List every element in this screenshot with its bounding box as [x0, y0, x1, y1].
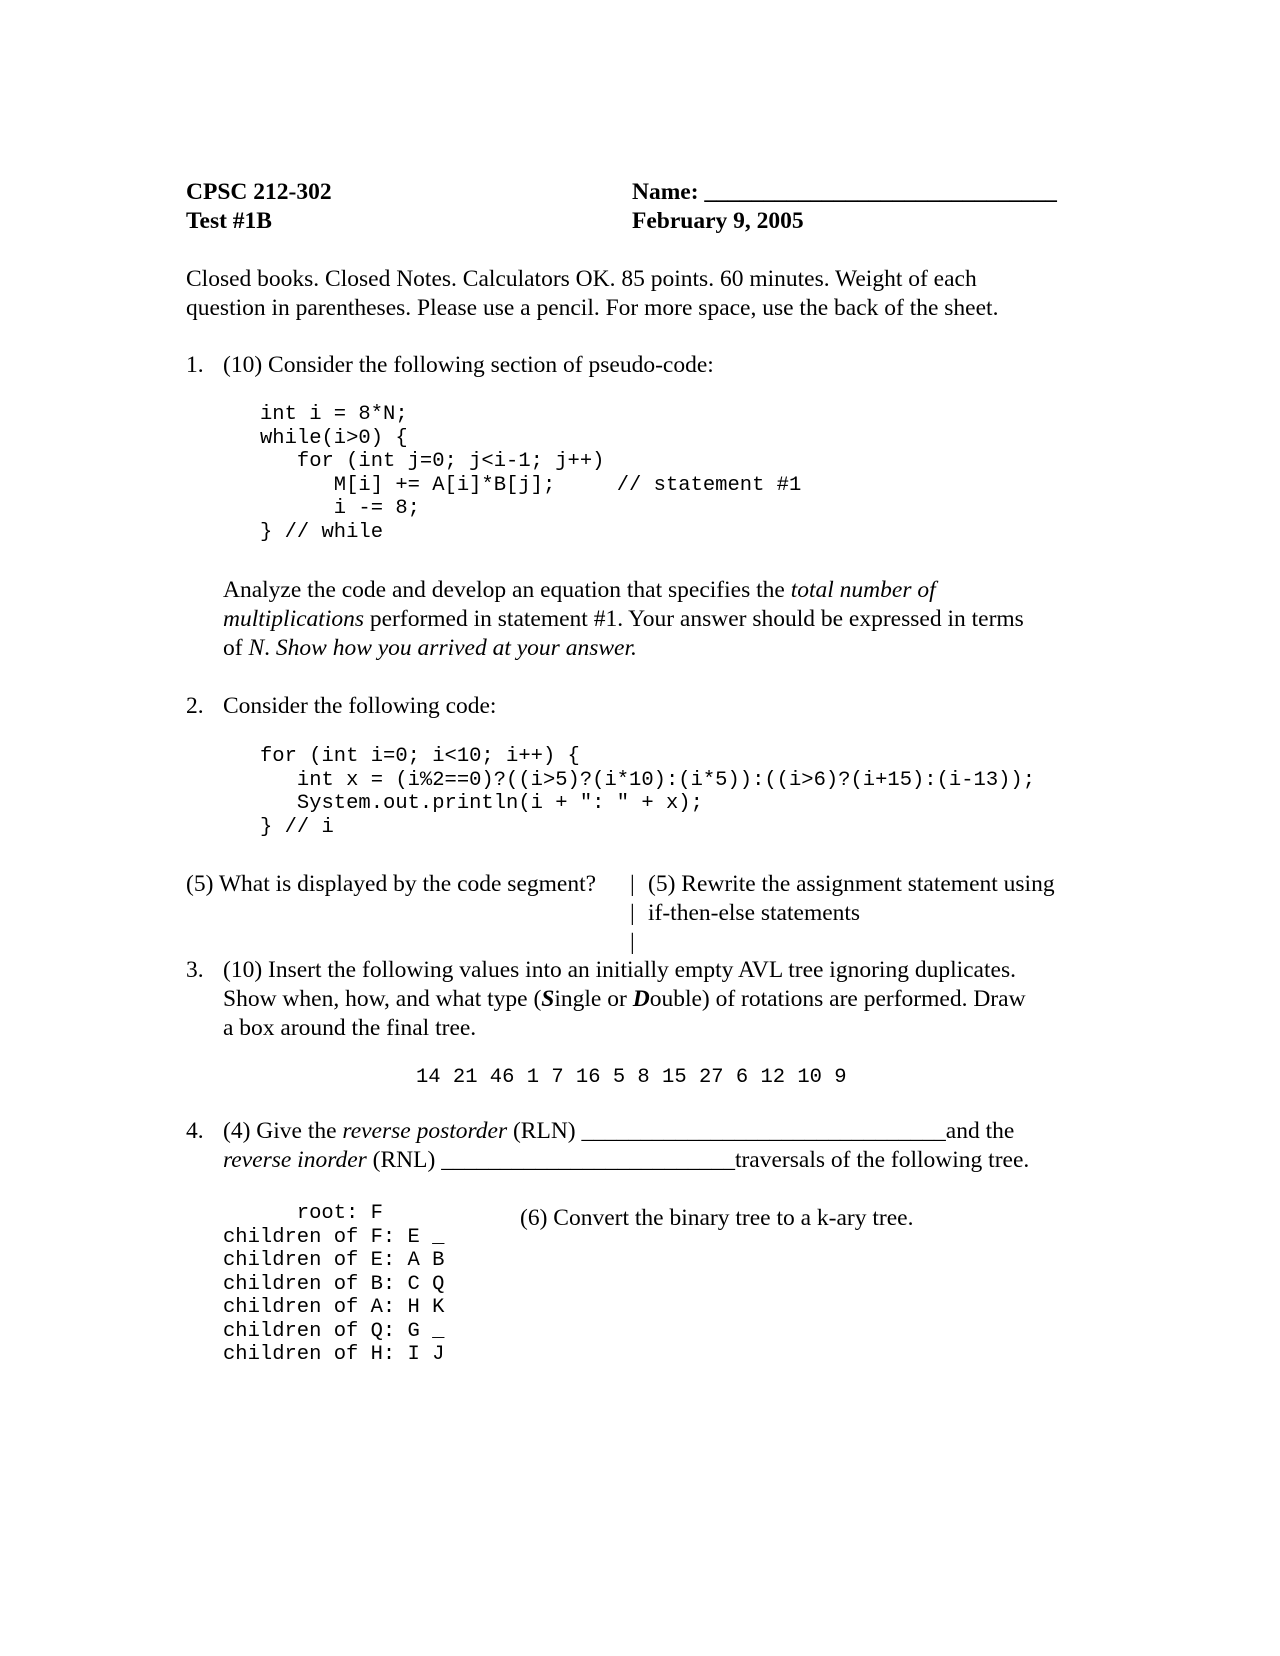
q2-divider-3: | — [630, 929, 635, 955]
instructions-line-2: question in parentheses. Please use a pencil. For more space, use the back of the sheet. — [186, 295, 999, 321]
q2-question-rewrite-line-1: (5) Rewrite the assignment statement using — [648, 871, 1055, 897]
q1-analyze-line-1: Analyze the code and develop an equation that specifies the total number of — [223, 577, 936, 603]
q4-convert-prompt: (6) Convert the binary tree to a k-ary tree. — [520, 1205, 914, 1231]
q1-code-block: int i = 8*N; while(i>0) { for (int j=0; j<i-1; j++) M[i] += A[i]*B[j]; // statement #1 i -= 8; } // while — [260, 403, 802, 544]
q1-number: 1. — [186, 352, 204, 378]
course-title: CPSC 212-302 — [186, 179, 332, 205]
q2-prompt: Consider the following code: — [223, 693, 497, 719]
q1-analyze-line-3: of N. Show how you arrived at your answer. — [223, 635, 637, 661]
test-id: Test #1B — [186, 208, 272, 234]
q2-question-display: (5) What is displayed by the code segment? — [186, 871, 597, 897]
q2-number: 2. — [186, 693, 204, 719]
q1-analyze-line-2: multiplications performed in statement #1. Your answer should be expressed in terms — [223, 606, 1024, 632]
q2-code-block: for (int i=0; i<10; i++) { int x = (i%2==0)?((i>5)?(i*10):(i*5)):((i>6)?(i+15):(i-13)); System.out.println(i + ": " + x); } // i — [260, 745, 1036, 839]
q3-values: 14 21 46 1 7 16 5 8 15 27 6 12 10 9 — [416, 1066, 847, 1089]
q1-prompt: (10) Consider the following section of pseudo-code: — [223, 352, 714, 378]
q4-line-1: (4) Give the reverse postorder (RLN) _______________________________and the — [223, 1118, 1015, 1144]
q2-divider-2: | — [630, 900, 635, 926]
instructions-line-1: Closed books. Closed Notes. Calculators OK. 85 points. 60 minutes. Weight of each — [186, 266, 977, 292]
q3-line-2: Show when, how, and what type (Single or Double) of rotations are performed. Draw — [223, 986, 1026, 1012]
q4-tree-listing: root: F children of F: E _ children of E: A B children of B: C Q children of A: H K children of Q: G _ children of H: I J — [223, 1202, 445, 1366]
q2-question-rewrite-line-2: if-then-else statements — [648, 900, 861, 926]
q3-line-1: (10) Insert the following values into an initially empty AVL tree ignoring duplicates. — [223, 957, 1016, 983]
q2-divider-1: | — [630, 871, 635, 897]
test-date: February 9, 2005 — [632, 208, 804, 234]
q4-number: 4. — [186, 1118, 204, 1144]
q4-line-2: reverse inorder (RNL) _________________________traversals of the following tree. — [223, 1147, 1030, 1173]
name-field-label: Name: ______________________________ — [632, 179, 1057, 205]
q3-line-3: a box around the final tree. — [223, 1015, 477, 1041]
q3-number: 3. — [186, 957, 204, 983]
